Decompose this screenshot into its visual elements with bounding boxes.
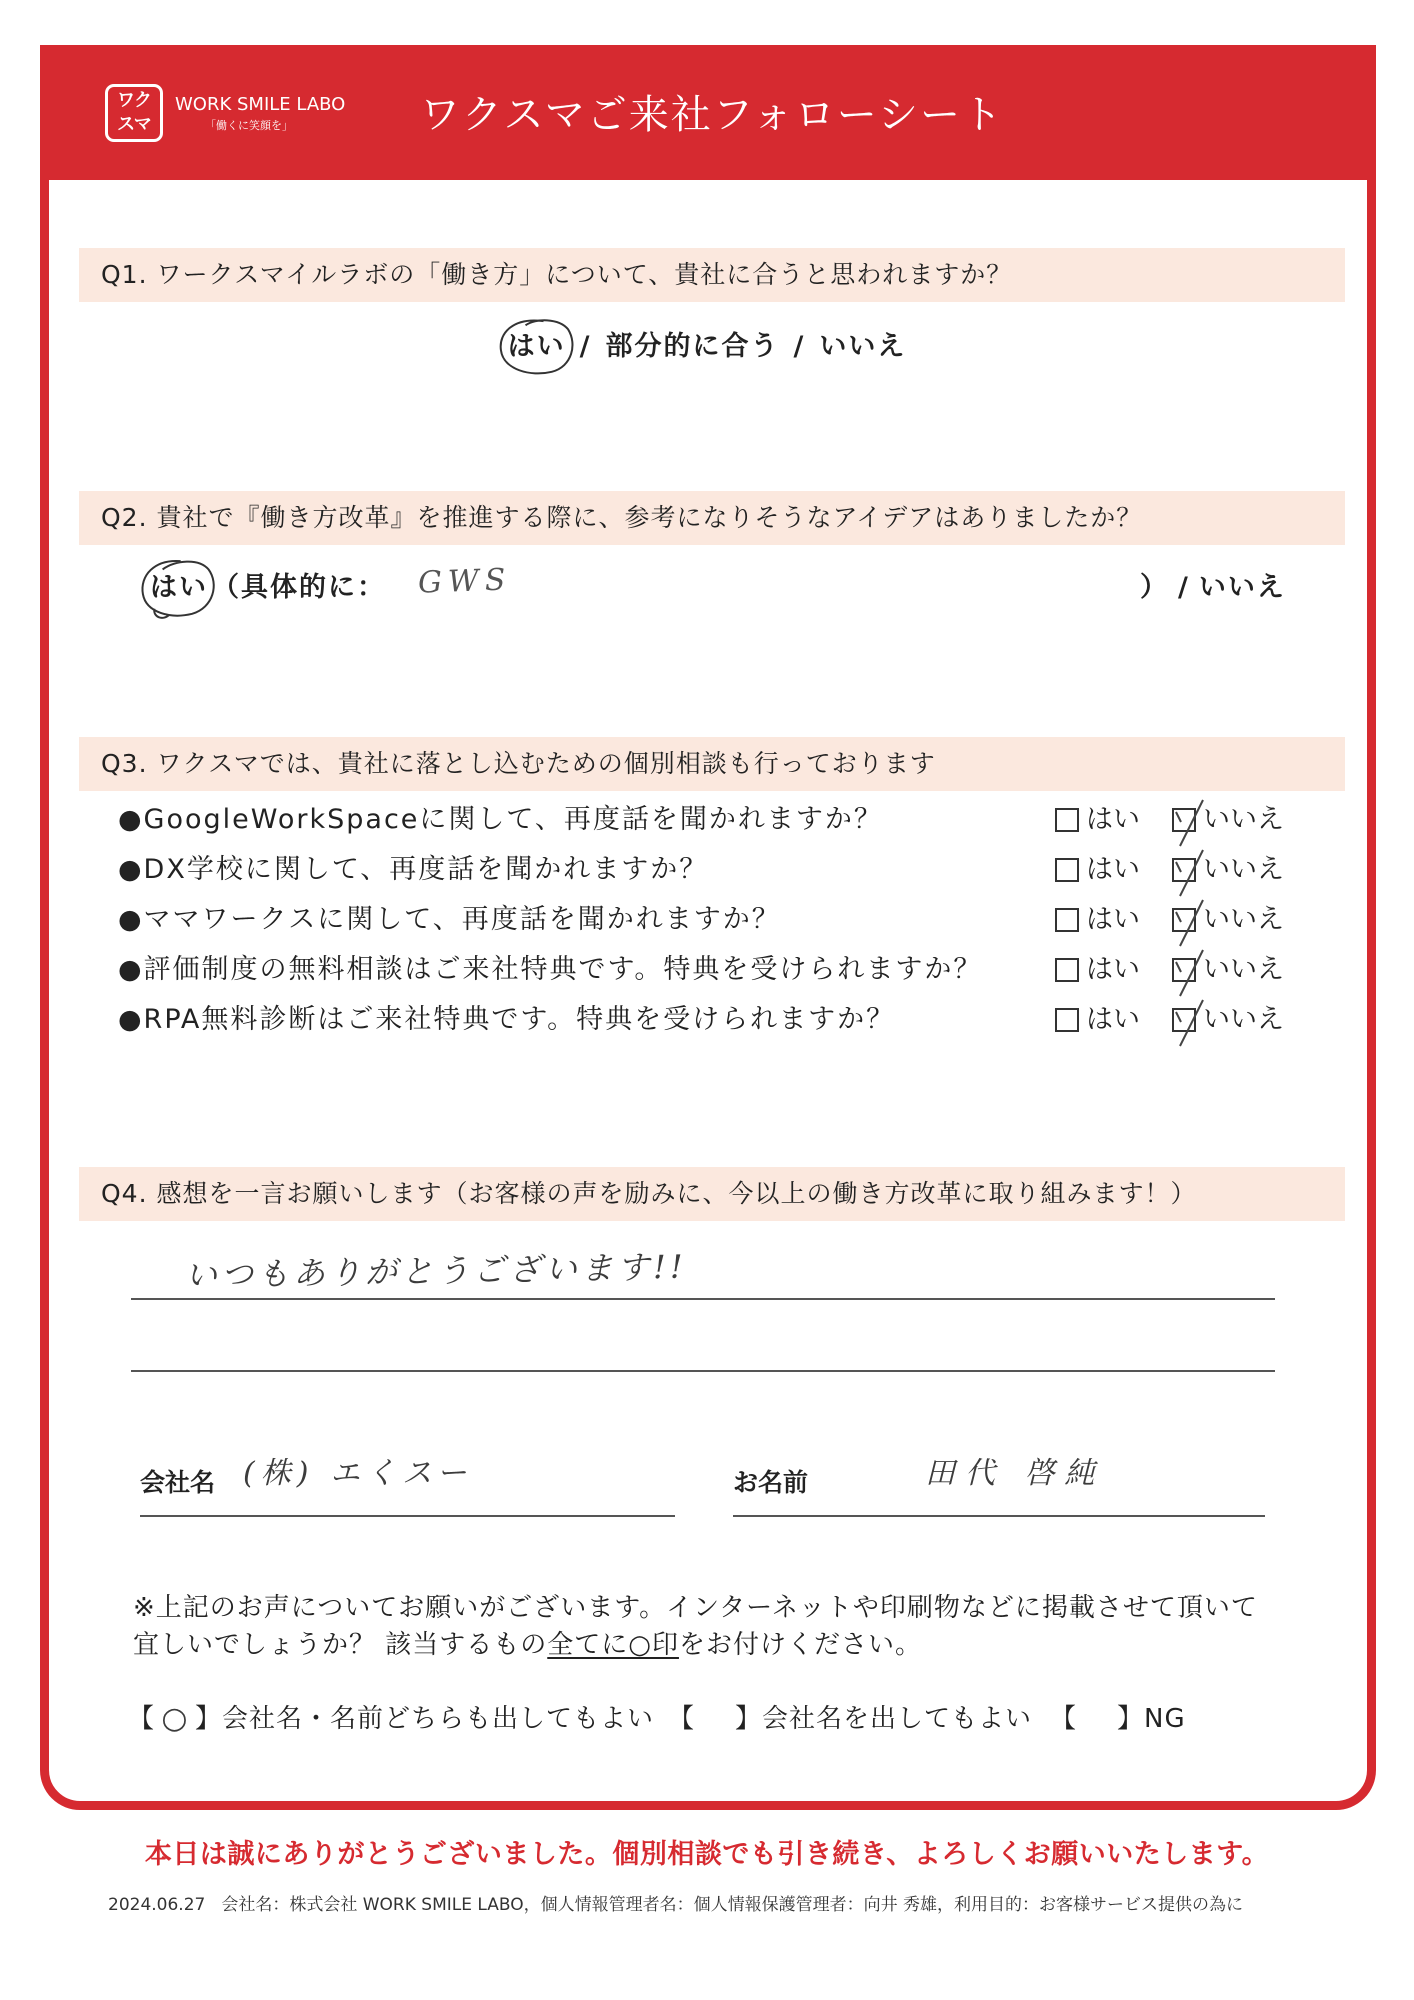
checkbox-icon: [1055, 1008, 1079, 1032]
q3-choice-no-label: いいえ: [1203, 804, 1284, 835]
q2-detail-close: ）: [1140, 572, 1169, 603]
q3-choice-yes-label: はい: [1086, 904, 1140, 935]
answer-line: [131, 1298, 1275, 1300]
q3-item-label: ●DX学校に関して、再度話を聞かれますか？: [118, 854, 709, 885]
q3-item-label: ●GoogleWorkSpaceに関して、再度話を聞かれますか？: [118, 804, 883, 835]
q1-option-partial-label: 部分的に合う: [605, 331, 780, 362]
q2-question: Q2. 貴社で『働き方改革』を推進する際に、参考になりそうなアイデアはありましたか？: [101, 503, 1143, 532]
q3-choice-no-label: いいえ: [1203, 954, 1284, 985]
check-mark-icon: [1170, 946, 1208, 998]
checkbox-icon: [1055, 908, 1079, 932]
q3-choice-no-label: いいえ: [1203, 1004, 1284, 1035]
bracket-close: 】: [735, 1704, 763, 1734]
q2-option-yes: [150, 566, 208, 610]
consent-option-label: 会社名・名前どちらも出してもよい: [222, 1704, 655, 1734]
q3-choice-yes: [1055, 951, 1140, 989]
q3-choice-no-label: いいえ: [1203, 904, 1284, 935]
q3-question-bar: [79, 737, 1345, 791]
option-separator: /: [793, 331, 806, 362]
checkbox-icon: [1055, 858, 1079, 882]
checkbox-icon: [1172, 858, 1196, 882]
q1-option-yes: [508, 325, 566, 369]
consent-option-company: [668, 1700, 1032, 1738]
option-separator: /: [579, 331, 592, 362]
name-line: [733, 1515, 1265, 1517]
q3-choice-no: [1172, 901, 1284, 939]
closing-message: 本日は誠にありがとうございました。個別相談でも引き続き、よろしくお願いいたします。: [144, 1839, 1270, 1870]
check-mark-icon: [1170, 846, 1208, 898]
q3-item-label: ●ママワークスに関して、再度話を聞かれますか？: [118, 904, 781, 935]
q3-item: [0, 1001, 1414, 1039]
hand-drawn-circle-icon: [496, 316, 578, 378]
logo-mark-line: ワク: [117, 90, 151, 111]
q3-item-label: ●評価制度の無料相談はご来社特典です。特典を受けられますか？: [118, 954, 983, 985]
q1-option-partial: [606, 325, 780, 369]
brand-tagline: 「働くに笑顔を」: [205, 119, 293, 132]
q2-option-no-label: いいえ: [1198, 572, 1286, 603]
footer: [108, 1893, 1243, 1917]
company-line: [140, 1515, 675, 1517]
logo-mark-line: スマ: [117, 114, 151, 135]
q3-item: [0, 951, 1414, 989]
answer-line: [131, 1370, 1275, 1372]
checkbox-icon: [1172, 808, 1196, 832]
q3-question: Q3. ワクスマでは、貴社に落とし込むための個別相談も行っております: [101, 749, 936, 778]
q3-choice-yes-label: はい: [1086, 804, 1140, 835]
q3-item: [0, 901, 1414, 939]
q3-choice-yes: [1055, 851, 1140, 889]
q1-question: Q1. ワークスマイルラボの「働き方」について、貴社に合うと思われますか？: [101, 260, 1013, 289]
checkbox-icon: [1172, 958, 1196, 982]
q4-question: Q4. 感想を一言お願いします（お客様の声を励みに、今以上の働き方改革に取り組みます！）: [101, 1179, 1197, 1208]
bracket-open: 【: [668, 1704, 696, 1734]
q2-option-yes-label: はい: [150, 572, 208, 603]
name-label: お名前: [733, 1468, 809, 1497]
consent-option-label: NG: [1144, 1704, 1186, 1734]
bracket-open: 【: [128, 1704, 156, 1734]
consent-option-ng: [1050, 1700, 1186, 1738]
checkbox-icon: [1055, 808, 1079, 832]
q3-choice-yes: [1055, 1001, 1140, 1039]
q2-detail-open: （具体的に：: [212, 572, 386, 603]
option-separator: /: [1178, 572, 1190, 603]
checkbox-icon: [1172, 908, 1196, 932]
consent-notice-text: をお付けください。: [678, 1630, 922, 1660]
q3-item-label: ●RPA無料診断はご来社特典です。特典を受けられますか？: [118, 1004, 896, 1035]
bracket-close: 】: [1117, 1704, 1145, 1734]
footer-text: 会社名：株式会社 WORK SMILE LABO，個人情報管理者名：個人情報保護管理者：向井 秀雄，利用目的：お客様サービス提供の為に: [221, 1895, 1244, 1915]
q3-choice-no: [1172, 1001, 1284, 1039]
wakusuma-logo-icon: [105, 84, 163, 142]
company-label: 会社名: [140, 1468, 216, 1497]
q3-choice-yes-label: はい: [1086, 854, 1140, 885]
check-mark-icon: [1170, 796, 1208, 848]
q3-choice-yes: [1055, 801, 1140, 839]
consent-notice-text: 宜しいでしょうか？ 該当するもの: [133, 1630, 548, 1660]
q2-tail: [1140, 566, 1286, 610]
bracket-open: 【: [1050, 1704, 1078, 1734]
consent-mark: ○: [161, 1701, 189, 1736]
company-value: (株) エくスー: [243, 1456, 473, 1491]
q3-choice-yes-label: はい: [1086, 954, 1140, 985]
q4-question-bar: [79, 1167, 1345, 1221]
q1-option-no: [819, 325, 906, 369]
q4-handwritten-answer: いつもありがとうございます!!: [184, 1247, 688, 1295]
q3-choice-no: [1172, 951, 1284, 989]
consent-notice-emphasis: 全てに○印: [547, 1630, 679, 1660]
checkbox-icon: [1172, 1008, 1196, 1032]
q3-choice-no-label: いいえ: [1203, 854, 1284, 885]
name-value: 田代 啓純: [925, 1456, 1105, 1491]
check-mark-icon: [1170, 896, 1208, 948]
q1-options: [0, 325, 1414, 369]
consent-notice-line: [133, 1627, 922, 1663]
checkbox-icon: [1055, 958, 1079, 982]
q3-item: [0, 801, 1414, 839]
q3-choice-yes: [1055, 901, 1140, 939]
q2-detail-answer: GWS: [417, 562, 512, 601]
consent-option-both: [128, 1700, 654, 1738]
q2-option-no: [1199, 566, 1286, 610]
q2-question-bar: [79, 491, 1345, 545]
q3-item: [0, 851, 1414, 889]
footer-date: 2024.06.27: [108, 1895, 206, 1915]
sheet-title: ワクスマご来社フォローシート: [420, 92, 1004, 138]
bracket-close: 】: [195, 1704, 223, 1734]
q3-choice-yes-label: はい: [1086, 1004, 1140, 1035]
q1-option-no-label: いいえ: [819, 331, 907, 362]
check-mark-icon: [1170, 996, 1208, 1048]
q3-choice-no: [1172, 851, 1284, 889]
q1-question-bar: [79, 248, 1345, 302]
hand-drawn-circle-icon: [138, 557, 220, 619]
q3-choice-no: [1172, 801, 1284, 839]
q1-option-yes-label: はい: [507, 331, 566, 362]
brand-name: WORK SMILE LABO: [175, 94, 346, 115]
consent-option-label: 会社名を出してもよい: [762, 1704, 1033, 1734]
consent-notice-line: ※上記のお声についてお願いがございます。インターネットや印刷物などに掲載させて頂いて: [133, 1593, 1258, 1623]
